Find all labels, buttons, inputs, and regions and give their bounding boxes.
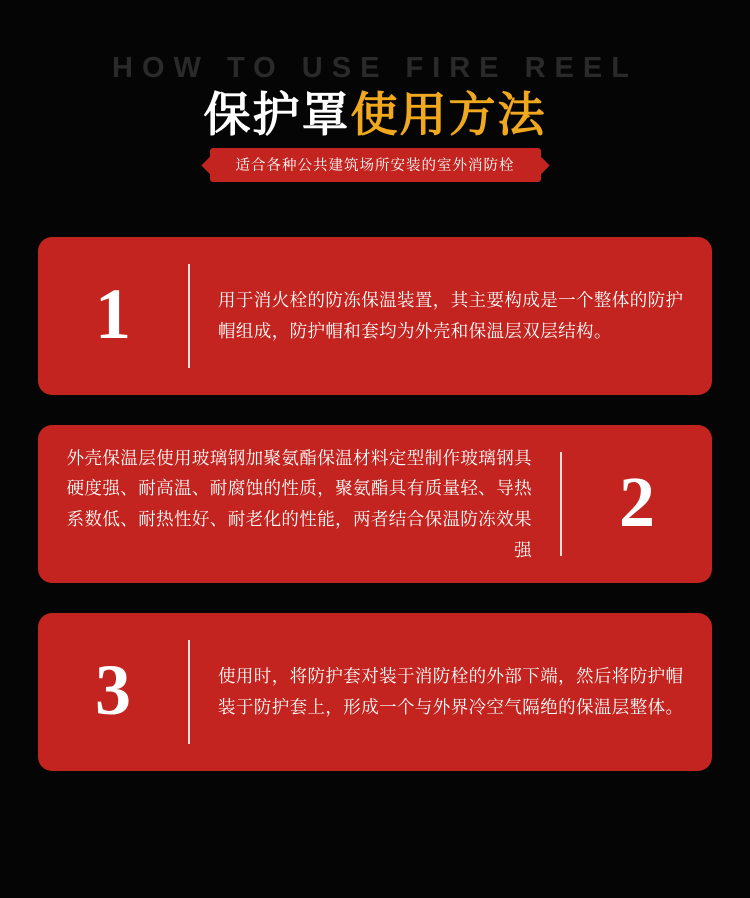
step-number-2 xyxy=(562,462,712,542)
step-card-2 xyxy=(38,425,712,583)
step-text-3: 使用时，将防护套对装于消防栓的外部下端，然后将防护帽装于防护套上，形成一个与外界冷空气隔绝的保温层整体。 xyxy=(218,666,684,717)
header-ghost-title: HOW TO USE FIRE REEL xyxy=(112,52,638,84)
page-title-part2: 使用方法 xyxy=(350,88,547,141)
subtitle-container xyxy=(0,148,750,182)
step-number-2-value: 2 xyxy=(619,462,655,542)
header-subtitle-badge: 适合各种公共建筑场所安装的室外消防栓 xyxy=(210,148,541,182)
step-text-2: 外壳保温层使用玻璃钢加聚氨酯保温材料定型制作玻璃钢具硬度强、耐高温、耐腐蚀的性质，聚氨酯具有质量轻、导热系数低、耐热性好、耐老化的性能，两者结合保温防冻效果强 xyxy=(66,447,532,560)
steps-list xyxy=(0,215,750,771)
step-card-1 xyxy=(38,237,712,395)
page-title-part1: 保护罩 xyxy=(203,88,351,141)
step-number-1-value: 1 xyxy=(95,274,131,354)
step-number-1 xyxy=(38,274,188,354)
step-number-3 xyxy=(38,650,188,730)
step-number-3-value: 3 xyxy=(95,650,131,730)
step-card-3 xyxy=(38,613,712,771)
step-text-1: 用于消火栓的防冻保温装置，其主要构成是一个整体的防护帽组成，防护帽和套均为外壳和保温层双层结构。 xyxy=(218,290,684,341)
page-header xyxy=(0,0,750,215)
page-title xyxy=(0,78,750,145)
